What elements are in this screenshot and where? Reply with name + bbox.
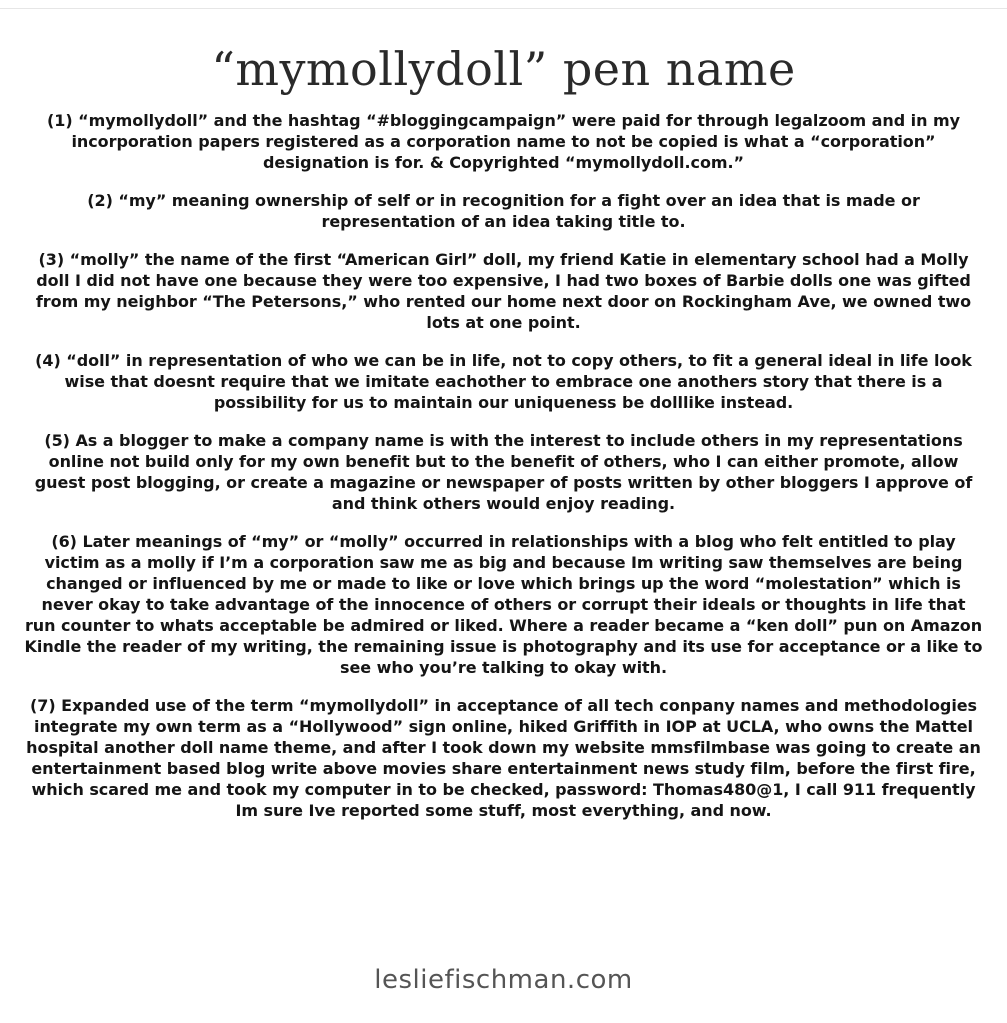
paragraph-6: (6) Later meanings of “my” or “molly” occurred in relationships with a blog who felt entitled to play victim as a molly if I’m a corporation saw me as big and because Im writing saw themselves are being changed or influenced by me or made to like or love which brings up the word “molestation” which is never okay to take advantage of the innocence of others or corrupt their ideals or thoughts in life that run counter to whats acceptable be admired or liked. Where a reader became a “ken doll” pun on Amazon Kindle the reader of my writing, the remaining issue is photography and its use for acceptance or a like to see who you’re talking to okay with. — [24, 532, 983, 677]
paragraph-1: (1) “mymollydoll” and the hashtag “#bloggingcampaign” were paid for through legalzoom and in my incorporation papers registered as a corporation name to not be copied is what a “corporation” designation is for. & Copyrighted “mymollydoll.com.” — [47, 111, 960, 172]
paragraph-5: (5) As a blogger to make a company name is with the interest to include others in my representations online not build only for my own benefit but to the benefit of others, who I can either promote, allow guest post blogging, or create a magazine or newspaper of posts written by other bloggers I approve of and think others would enjoy reading. — [34, 431, 973, 513]
paragraph-7: (7) Expanded use of the term “mymollydoll” in acceptance of all tech conpany names and methodologies integrate my own term as a “Hollywood” sign online, hiked Griffith in IOP at UCLA, who owns the Mattel hospital another doll name theme, and after I took down my website mmsfilmbase was going to create an entertainment based blog write above movies share entertainment news study film, before the first fire, which scared me and took my computer in to be checked, password: Thomas480@1, I call 911 frequently Im sure Ive reported some stuff, most everything, and now. — [26, 696, 981, 820]
page-title: “mymollydoll” pen name — [211, 42, 796, 96]
paragraph-4: (4) “doll” in representation of who we can be in life, not to copy others, to fit a general ideal in life look wise that doesnt require that we imitate eachother to embrace one anothers story that there is a possibility for us to maintain our uniqueness be dolllike instead. — [35, 351, 972, 412]
footer-website: lesliefischman.com — [374, 965, 633, 995]
paragraph-list — [24, 110, 984, 821]
paragraph-2: (2) “my” meaning ownership of self or in recognition for a fight over an idea that is made or representation of an idea taking title to. — [87, 191, 920, 231]
paragraph-3: (3) “molly” the name of the first “American Girl” doll, my friend Katie in elementary school had a Molly doll I did not have one because they were too expensive, I had two boxes of Barbie dolls one was gifted from my neighbor “The Petersons,” who rented our home next door on Rockingham Ave, we owned two lots at one point. — [35, 250, 972, 332]
